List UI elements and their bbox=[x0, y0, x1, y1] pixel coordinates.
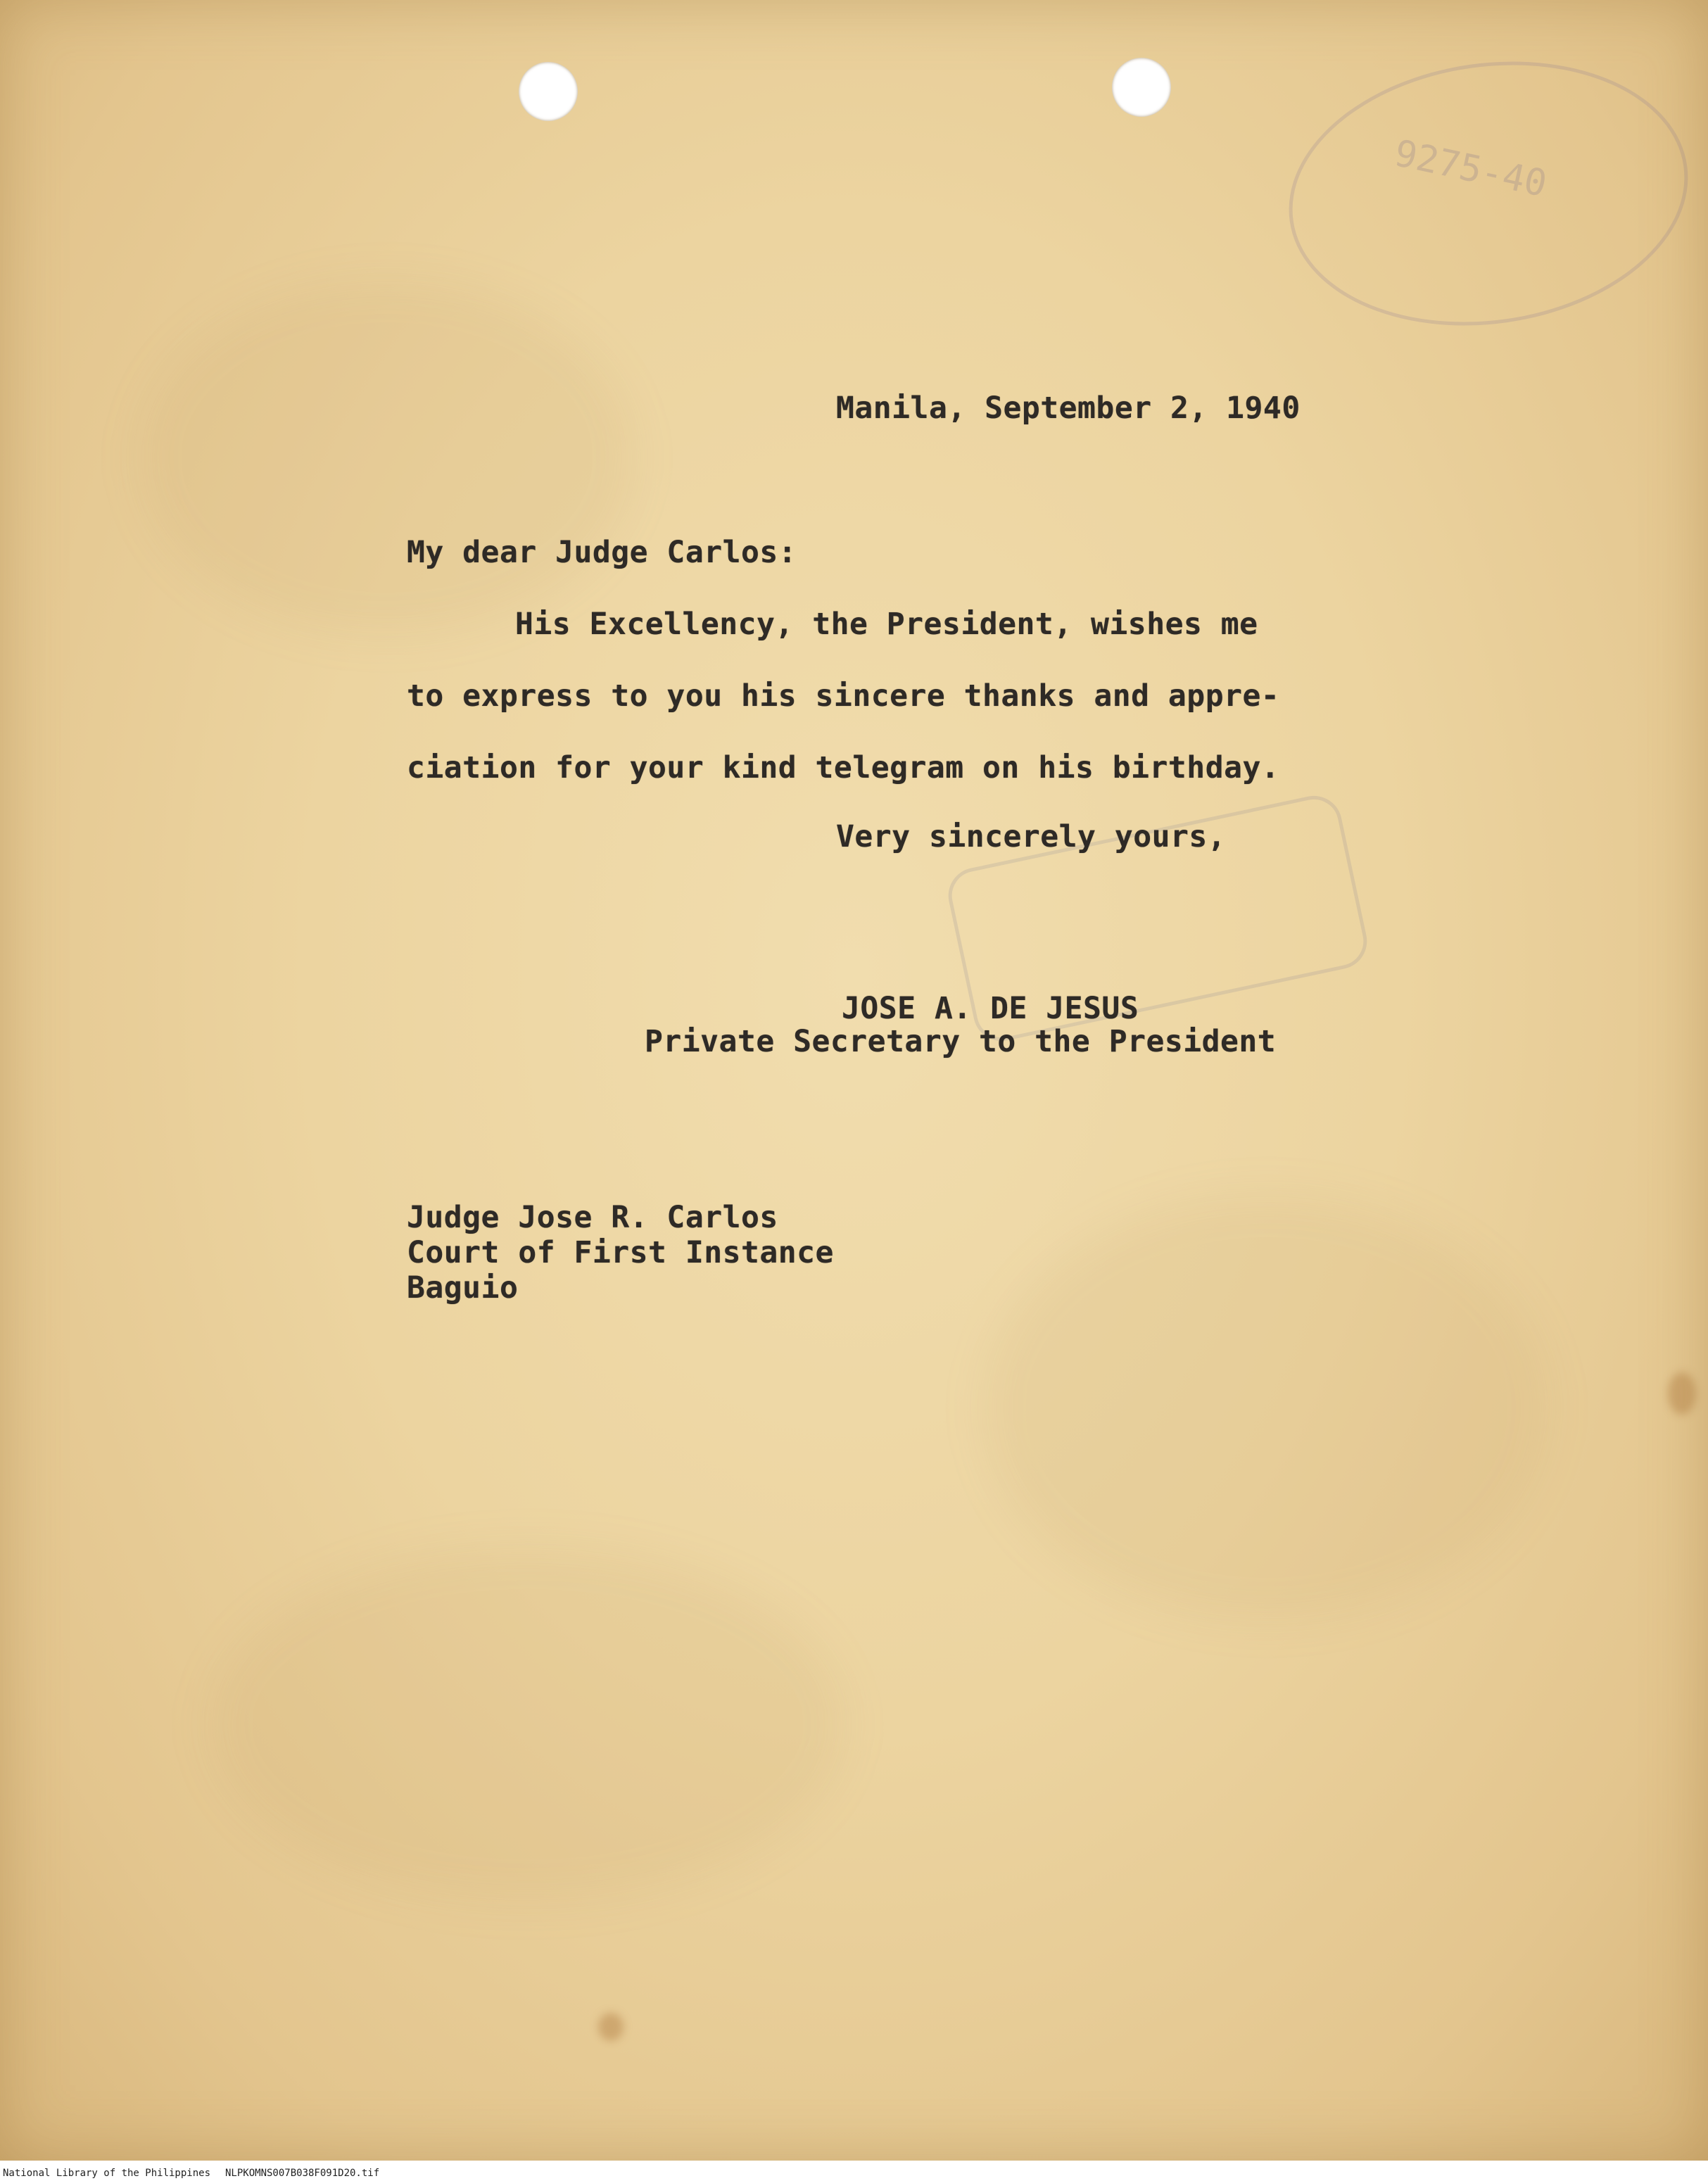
punch-hole-left bbox=[519, 62, 578, 121]
signer-name: JOSE A. DE JESUS bbox=[842, 991, 1139, 1026]
scan-filename: NLPKOMNS007B038F091D20.tif bbox=[225, 2168, 380, 2179]
salutation: My dear Judge Carlos: bbox=[407, 535, 797, 570]
paper-mottle bbox=[985, 1196, 1548, 1619]
punch-hole-right bbox=[1112, 58, 1171, 117]
body-line: ciation for your kind telegram on his birthday. bbox=[407, 750, 1280, 785]
recipient-location: Baguio bbox=[407, 1270, 519, 1306]
paper-mottle bbox=[211, 1548, 844, 1900]
ink-stain bbox=[1668, 1372, 1696, 1415]
archive-label: National Library of the Philippines bbox=[3, 2168, 211, 2179]
recipient-name: Judge Jose R. Carlos bbox=[407, 1200, 778, 1235]
closing: Very sincerely yours, bbox=[836, 819, 1227, 854]
body-line: His Excellency, the President, wishes me bbox=[515, 607, 1258, 642]
dateline: Manila, September 2, 1940 bbox=[836, 391, 1301, 426]
received-stamp-number: 9275-40 bbox=[1391, 132, 1550, 206]
ink-stain bbox=[598, 2013, 624, 2041]
signer-title: Private Secretary to the President bbox=[645, 1024, 1277, 1059]
paper-mottle bbox=[141, 282, 633, 633]
recipient-office: Court of First Instance bbox=[407, 1235, 834, 1270]
body-line: to express to you his sincere thanks and appre- bbox=[407, 678, 1280, 714]
